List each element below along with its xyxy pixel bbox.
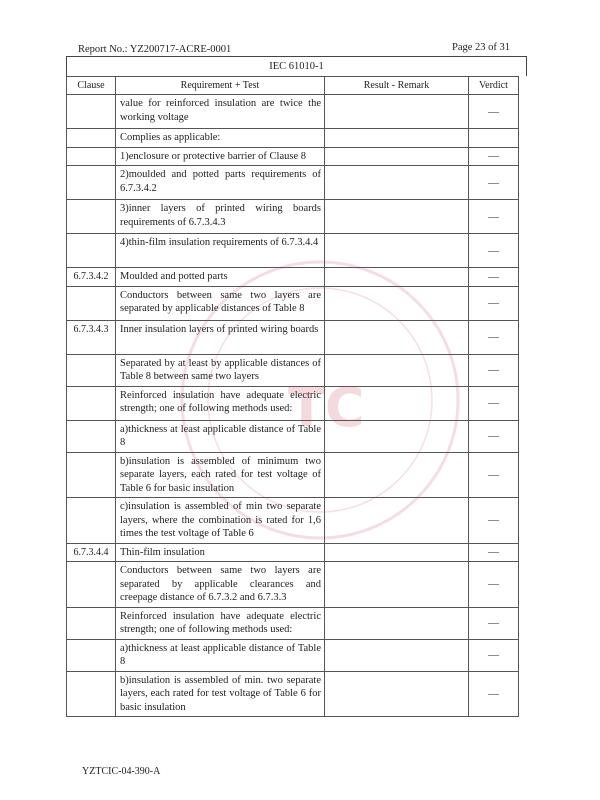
table-row — [67, 671, 519, 717]
requirement-cell: a)thickness at least applicable distance of Table 8 — [116, 639, 325, 671]
requirement-cell: Complies as applicable: — [116, 129, 325, 148]
table-row — [67, 452, 519, 498]
table-row — [67, 320, 519, 354]
result-cell — [325, 543, 469, 562]
verdict-cell: — — [469, 320, 519, 354]
clause-cell — [67, 639, 116, 671]
requirement-cell: c)insulation is assembled of min two separate layers, where the combination is rated for 1,6 times the test voltage of Table 6 — [116, 498, 325, 544]
result-cell — [325, 320, 469, 354]
verdict-cell: — — [469, 268, 519, 287]
result-cell — [325, 200, 469, 234]
result-cell — [325, 671, 469, 717]
result-cell — [325, 166, 469, 200]
table-row — [67, 200, 519, 234]
result-cell — [325, 607, 469, 639]
clause-cell — [67, 147, 116, 166]
verdict-cell: — — [469, 286, 519, 320]
result-cell — [325, 452, 469, 498]
table-row — [67, 268, 519, 287]
requirement-cell: 3)inner layers of printed wiring boards requirements of 6.7.3.4.3 — [116, 200, 325, 234]
test-results-table — [66, 76, 519, 717]
table-row — [67, 562, 519, 608]
clause-cell — [67, 234, 116, 268]
requirement-cell: Moulded and potted parts — [116, 268, 325, 287]
verdict-cell: — — [469, 498, 519, 544]
requirement-cell: Inner insulation layers of printed wiring boards — [116, 320, 325, 354]
result-cell — [325, 386, 469, 420]
verdict-cell: — — [469, 234, 519, 268]
clause-cell — [67, 420, 116, 452]
svg-text:TC: TC — [288, 376, 365, 439]
requirement-header: Requirement + Test — [116, 77, 325, 95]
table-row — [67, 234, 519, 268]
result-cell — [325, 639, 469, 671]
verdict-header: Verdict — [469, 77, 519, 95]
requirement-cell: Conductors between same two layers are separated by applicable distances of Table 8 — [116, 286, 325, 320]
table-row — [67, 420, 519, 452]
result-cell — [325, 420, 469, 452]
result-cell — [325, 354, 469, 386]
verdict-cell: — — [469, 639, 519, 671]
report-number: Report No.: YZ200717-ACRE-0001 — [78, 44, 232, 55]
requirement-cell: a)thickness at least applicable distance of Table 8 — [116, 420, 325, 452]
result-cell — [325, 234, 469, 268]
verdict-cell: — — [469, 95, 519, 129]
table-row — [67, 543, 519, 562]
result-header: Result - Remark — [325, 77, 469, 95]
requirement-cell: 1)enclosure or protective barrier of Clause 8 — [116, 147, 325, 166]
result-cell — [325, 129, 469, 148]
clause-cell: 6.7.3.4.2 — [67, 268, 116, 287]
clause-cell — [67, 95, 116, 129]
requirement-cell: value for reinforced insulation are twice the working voltage — [116, 95, 325, 129]
clause-cell — [67, 607, 116, 639]
clause-cell — [67, 498, 116, 544]
requirement-cell: Conductors between same two layers are separated by applicable clearances and creepage distance of 6.7.3.2 and 6.7.3.3 — [116, 562, 325, 608]
clause-cell — [67, 671, 116, 717]
verdict-cell: — — [469, 386, 519, 420]
column-header-row — [67, 77, 519, 95]
result-cell — [325, 498, 469, 544]
clause-cell — [67, 386, 116, 420]
clause-cell — [67, 129, 116, 148]
result-cell — [325, 286, 469, 320]
verdict-cell: — — [469, 452, 519, 498]
verdict-cell: — — [469, 420, 519, 452]
result-cell — [325, 268, 469, 287]
clause-cell — [67, 166, 116, 200]
table-row — [67, 354, 519, 386]
table-row — [67, 639, 519, 671]
requirement-cell: Separated by at least by applicable distances of Table 8 between same two layers — [116, 354, 325, 386]
verdict-cell: — — [469, 671, 519, 717]
standard-title: IEC 61010-1 — [66, 57, 527, 76]
table-row — [67, 129, 519, 148]
requirement-cell: b)insulation is assembled of minimum two separate layers, each rated for test voltage of Table 6 for basic insulation — [116, 452, 325, 498]
verdict-cell: — — [469, 562, 519, 608]
table-row — [67, 498, 519, 544]
requirement-cell: Thin-film insulation — [116, 543, 325, 562]
requirement-cell: 4)thin-film insulation requirements of 6.7.3.4.4 — [116, 234, 325, 268]
table-row — [67, 607, 519, 639]
table-row — [67, 95, 519, 129]
verdict-cell: — — [469, 543, 519, 562]
clause-cell — [67, 354, 116, 386]
verdict-cell: — — [469, 200, 519, 234]
clause-header: Clause — [67, 77, 116, 95]
clause-cell — [67, 452, 116, 498]
clause-cell: 6.7.3.4.3 — [67, 320, 116, 354]
requirement-cell: 2)moulded and potted parts requirements of 6.7.3.4.2 — [116, 166, 325, 200]
requirement-cell: b)insulation is assembled of min. two separate layers, each rated for test voltage of Table 6 for basic insulation — [116, 671, 325, 717]
table-row — [67, 386, 519, 420]
result-cell — [325, 95, 469, 129]
verdict-cell: — — [469, 166, 519, 200]
clause-cell — [67, 562, 116, 608]
requirement-cell: Reinforced insulation have adequate electric strength; one of following methods used: — [116, 607, 325, 639]
result-cell — [325, 562, 469, 608]
table-row — [67, 286, 519, 320]
table-row — [67, 147, 519, 166]
form-code: YZTCIC-04-390-A — [82, 766, 161, 777]
verdict-cell: — — [469, 354, 519, 386]
clause-cell — [67, 286, 116, 320]
verdict-cell: — — [469, 607, 519, 639]
result-cell — [325, 147, 469, 166]
page-number: Page 23 of 31 — [452, 42, 511, 53]
requirement-cell: Reinforced insulation have adequate electric strength; one of following methods used: — [116, 386, 325, 420]
clause-cell: 6.7.3.4.4 — [67, 543, 116, 562]
table-row — [67, 166, 519, 200]
verdict-cell: — — [469, 147, 519, 166]
verdict-cell — [469, 129, 519, 148]
clause-cell — [67, 200, 116, 234]
